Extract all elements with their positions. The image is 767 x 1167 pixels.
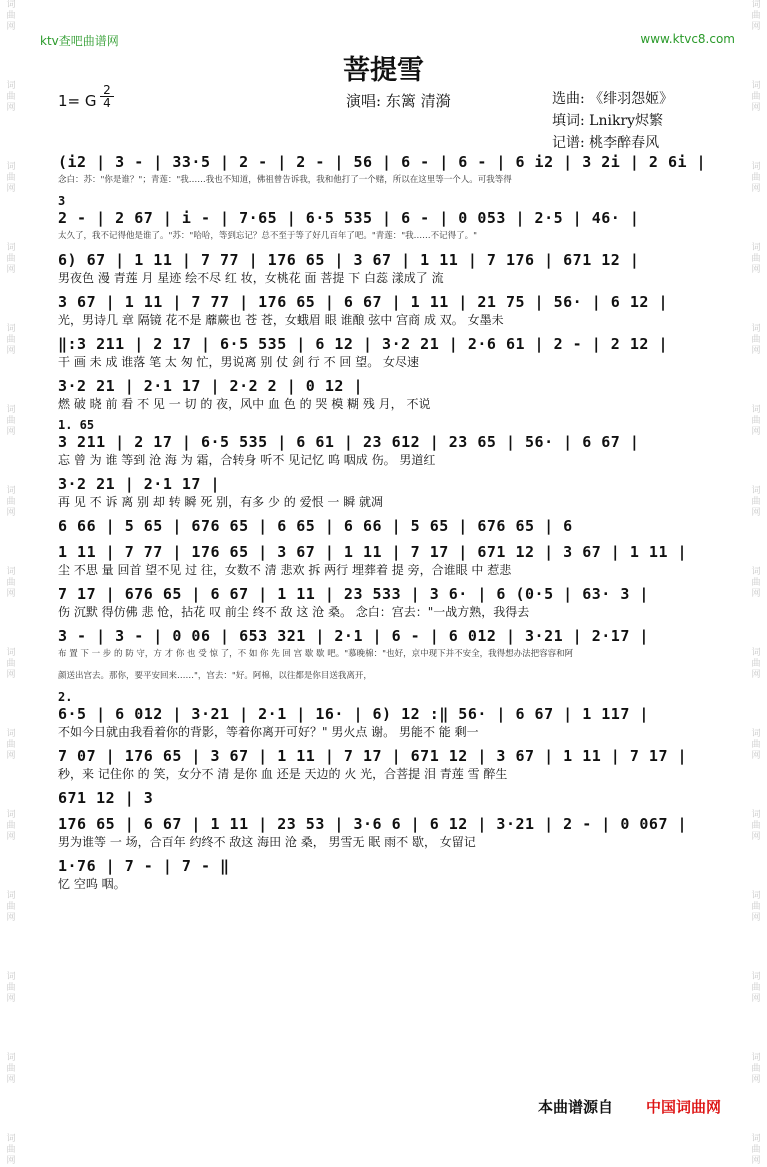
lyric-line: 忆 空呜 咽。: [58, 877, 126, 891]
side-watermark-char: 网: [751, 1075, 761, 1085]
side-watermark-char: 词: [6, 891, 16, 901]
notation-line: 3 67 | 1 11 | 7 77 | 176 65 | 6 67 | 1 11 | 21 75 | 56· | 6 12 |: [58, 293, 668, 311]
side-watermark-char: 词: [6, 162, 16, 172]
score-system: [58, 788, 708, 808]
time-signature: [100, 84, 114, 109]
side-watermark-group: [745, 729, 767, 762]
side-watermark-char: 词: [751, 486, 761, 496]
side-watermark-group: [745, 0, 767, 33]
notation-line: 6 66 | 5 65 | 676 65 | 6 65 | 6 66 | 5 65 | 676 65 | 6: [58, 517, 573, 535]
side-watermark-group: [0, 729, 22, 762]
side-watermark-char: 词: [6, 81, 16, 91]
song-title: 菩提雪: [343, 55, 424, 86]
notation-line: 3·2 21 | 2·1 17 |: [58, 475, 221, 493]
side-watermark-char: 曲: [6, 1145, 16, 1155]
notation-line: 6) 67 | 1 11 | 7 77 | 176 65 | 3 67 | 1 11 | 7 176 | 671 12 |: [58, 251, 640, 269]
side-watermark-char: 词: [751, 81, 761, 91]
score-system: [58, 292, 708, 328]
side-watermark-char: 网: [6, 1156, 16, 1166]
side-watermark-char: 网: [751, 184, 761, 194]
side-watermark-char: 曲: [6, 416, 16, 426]
side-watermark-char: 网: [751, 103, 761, 113]
credits: [552, 88, 673, 154]
notation-line: 3 - | 3 - | 0 06 | 653 321 | 2·1 | 6 - | 6 012 | 3·21 | 2·17 |: [58, 627, 649, 645]
side-watermark-group: [745, 810, 767, 843]
lyric-line: 干 画 未 成 谁落 笔 太 匆 忙，男说离 别 仗 剑 行 不 回 望。 女尽速: [58, 355, 420, 369]
side-watermark-char: 曲: [751, 254, 761, 264]
lyric-line: 太久了，我不记得他是谁了。"苏："哈哈，等到忘记？总不至于等了好几百年了吧。"青莲："我……不记得了。": [58, 231, 478, 241]
side-watermark-char: 网: [6, 670, 16, 680]
notation-line: (i2 | 3 - | 33·5 | 2 - | 2 - | 56 | 6 - | 6 - | 6 i2 | 3 2i | 2 6i |: [58, 153, 707, 171]
meter-top: 2: [103, 83, 111, 97]
lyric-line: 秒，来 记住你 的 笑，女分不 清 是你 血 还是 天边的 火 光，合菩提 泪 青莲 雪 醉生: [58, 767, 508, 781]
side-watermark-char: 词: [751, 1134, 761, 1144]
side-watermark-char: 曲: [751, 416, 761, 426]
side-watermark-char: 网: [6, 751, 16, 761]
side-watermark-left: [0, 0, 22, 1166]
score-body: [58, 152, 708, 898]
side-watermark-char: 曲: [6, 11, 16, 21]
key-signature: 1= G: [58, 92, 97, 110]
notation-line: 671 12 | 3: [58, 789, 154, 807]
side-watermark-char: 网: [751, 913, 761, 923]
side-watermark-group: [0, 162, 22, 195]
score-system: [58, 856, 708, 892]
side-watermark-char: 曲: [751, 821, 761, 831]
side-watermark-char: 曲: [6, 821, 16, 831]
side-watermark-group: [0, 648, 22, 681]
side-watermark-group: [0, 486, 22, 519]
credit-lyricist: 填词: Lnikry烬繁: [552, 113, 664, 129]
side-watermark-char: 曲: [6, 983, 16, 993]
side-watermark-char: 词: [6, 243, 16, 253]
side-watermark-char: 曲: [751, 578, 761, 588]
lyric-line: 尘 不思 量 回首 望不见 过 往，女数不 清 悲欢 拆 两行 埋葬着 提 旁，合谁眼 中 惹悲: [58, 563, 512, 577]
volta-marking: 3: [58, 194, 66, 208]
side-watermark-char: 词: [751, 324, 761, 334]
side-watermark-char: 网: [751, 22, 761, 32]
side-watermark-char: 曲: [751, 1145, 761, 1155]
lyric-line: 男为谁等 一 场，合百年 约终不 敌这 海田 沧 桑， 男雪无 眠 雨不 歇， 女留记: [58, 835, 476, 849]
side-watermark-char: 词: [751, 891, 761, 901]
side-watermark-char: 曲: [6, 254, 16, 264]
side-watermark-char: 曲: [751, 92, 761, 102]
side-watermark-group: [745, 891, 767, 924]
side-watermark-group: [0, 324, 22, 357]
side-watermark-group: [745, 1134, 767, 1167]
side-watermark-char: 词: [6, 486, 16, 496]
side-watermark-char: 网: [751, 994, 761, 1004]
side-watermark-group: [745, 324, 767, 357]
score-system: [58, 418, 708, 468]
side-watermark-char: 曲: [751, 1064, 761, 1074]
side-watermark-char: 词: [751, 405, 761, 415]
side-watermark-group: [745, 405, 767, 438]
volta-marking: 2.: [58, 690, 73, 704]
score-system: [58, 334, 708, 370]
side-watermark-char: 曲: [6, 173, 16, 183]
side-watermark-char: 网: [6, 103, 16, 113]
side-watermark-group: [745, 243, 767, 276]
side-watermark-char: 网: [751, 832, 761, 842]
side-watermark-char: 词: [751, 0, 761, 10]
side-watermark-group: [0, 243, 22, 276]
side-watermark-char: 词: [751, 162, 761, 172]
notation-line: 2 - | 2 67 | i - | 7·65 | 6·5 535 | 6 - | 0 053 | 2·5 | 46· |: [58, 209, 640, 227]
side-watermark-char: 词: [6, 324, 16, 334]
notation-line: 3 211 | 2 17 | 6·5 535 | 6 61 | 23 612 | 23 65 | 56· | 6 67 |: [58, 433, 640, 451]
site-watermark-right: www.ktvc8.com: [640, 32, 735, 46]
side-watermark-char: 曲: [6, 578, 16, 588]
side-watermark-char: 词: [6, 972, 16, 982]
side-watermark-group: [0, 972, 22, 1005]
score-system: [58, 584, 708, 620]
credit-transcriber: 记谱: 桃李醉春风: [552, 135, 660, 151]
notation-line: 3·2 21 | 2·1 17 | 2·2 2 | 0 12 |: [58, 377, 363, 395]
side-watermark-char: 词: [6, 567, 16, 577]
side-watermark-char: 词: [751, 567, 761, 577]
side-watermark-group: [745, 486, 767, 519]
side-watermark-char: 曲: [751, 173, 761, 183]
side-watermark-char: 词: [751, 243, 761, 253]
singers: 演唱: 东篱 清漪: [346, 92, 451, 110]
side-watermark-char: 词: [6, 0, 16, 10]
lyric-line: 念白：苏："你是谁？"；青莲："我……我也不知道，佛祖曾告诉我，我和他打了一个赌，所以在这里等一个人。可我等得: [58, 175, 512, 185]
side-watermark-char: 网: [751, 751, 761, 761]
side-watermark-char: 网: [6, 22, 16, 32]
side-watermark-char: 词: [751, 729, 761, 739]
score-system: [58, 474, 708, 510]
score-system: [58, 376, 708, 412]
lyric-line: 再 见 不 诉 离 别 却 转 瞬 死 别，有多 少 的 爱恨 一 瞬 就凋: [58, 495, 384, 509]
side-watermark-char: 网: [751, 265, 761, 275]
side-watermark-char: 曲: [751, 983, 761, 993]
score-system: [58, 690, 708, 740]
meter-bottom: 4: [100, 96, 114, 109]
side-watermark-group: [0, 0, 22, 33]
side-watermark-char: 网: [6, 994, 16, 1004]
side-watermark-group: [745, 1053, 767, 1086]
side-watermark-char: 词: [6, 1134, 16, 1144]
side-watermark-char: 网: [751, 670, 761, 680]
side-watermark-char: 曲: [6, 335, 16, 345]
side-watermark-char: 词: [6, 1053, 16, 1063]
notation-line: 176 65 | 6 67 | 1 11 | 23 53 | 3·6 6 | 6 12 | 3·21 | 2 - | 0 067 |: [58, 815, 688, 833]
side-watermark-char: 网: [6, 832, 16, 842]
side-watermark-char: 网: [751, 346, 761, 356]
side-watermark-char: 曲: [751, 11, 761, 21]
score-system: [58, 542, 708, 578]
score-system: [58, 250, 708, 286]
side-watermark-char: 词: [751, 810, 761, 820]
side-watermark-char: 词: [6, 729, 16, 739]
score-system: [58, 626, 708, 662]
lyric-line: 颜送出宫去。那你，要平安回来……"，宫去："好。阿棉，以往都是你目送我离开，: [58, 671, 372, 681]
lyric-line: 忘 曾 为 谁 等到 沧 海 为 霜，合转身 听不 见记忆 呜 咽成 伤。 男道红: [58, 453, 436, 467]
side-watermark-char: 词: [751, 1053, 761, 1063]
footer-source: 本曲谱源自: [538, 1098, 614, 1116]
score-system: [58, 152, 708, 188]
side-watermark-char: 网: [6, 427, 16, 437]
side-watermark-group: [745, 567, 767, 600]
side-watermark-group: [0, 567, 22, 600]
side-watermark-char: 网: [751, 589, 761, 599]
side-watermark-right: [745, 0, 767, 1166]
side-watermark-char: 网: [6, 589, 16, 599]
side-watermark-group: [745, 648, 767, 681]
notation-line: ‖:3 211 | 2 17 | 6·5 535 | 6 12 | 3·2 21 | 2·6 61 | 2 - | 2 12 |: [58, 335, 668, 353]
side-watermark-char: 曲: [751, 497, 761, 507]
side-watermark-char: 曲: [6, 92, 16, 102]
lyric-line: 光，男诗几 章 隔镜 花不是 蘼蕨也 苍 苍，女蛾眉 眼 谁酿 弦中 宫商 成 双。 女墨未: [58, 313, 504, 327]
side-watermark-char: 网: [751, 1156, 761, 1166]
side-watermark-group: [0, 1134, 22, 1167]
side-watermark-char: 网: [6, 1075, 16, 1085]
score-system: [58, 814, 708, 850]
side-watermark-char: 曲: [6, 1064, 16, 1074]
notation-line: 7 17 | 676 65 | 6 67 | 1 11 | 23 533 | 3 6· | 6 (0·5 | 63· 3 |: [58, 585, 649, 603]
notation-line: 1·76 | 7 - | 7 - ‖: [58, 857, 230, 875]
side-watermark-char: 曲: [6, 902, 16, 912]
lyric-line: 男夜色 漫 青莲 月 星迹 绘不尽 红 妆，女桃花 面 菩提 下 白蕊 漾成了 流: [58, 271, 444, 285]
volta-marking: 1. 65: [58, 418, 95, 432]
score-system: [58, 668, 708, 684]
score-system: [58, 194, 708, 244]
lyric-line: 燃 破 晓 前 看 不 见 一 切 的 夜，风中 血 色 的 哭 模 糊 残 月， 不说: [58, 397, 431, 411]
notation-line: 1 11 | 7 77 | 176 65 | 3 67 | 1 11 | 7 17 | 671 12 | 3 67 | 1 11 |: [58, 543, 688, 561]
side-watermark-group: [0, 1053, 22, 1086]
side-watermark-char: 曲: [6, 659, 16, 669]
side-watermark-char: 词: [6, 405, 16, 415]
score-system: [58, 516, 708, 536]
side-watermark-group: [745, 972, 767, 1005]
side-watermark-char: 曲: [751, 659, 761, 669]
side-watermark-char: 词: [751, 972, 761, 982]
side-watermark-char: 曲: [6, 740, 16, 750]
side-watermark-char: 网: [6, 508, 16, 518]
side-watermark-char: 曲: [751, 335, 761, 345]
score-system: [58, 746, 708, 782]
side-watermark-char: 曲: [751, 740, 761, 750]
side-watermark-group: [0, 405, 22, 438]
side-watermark-char: 网: [6, 346, 16, 356]
side-watermark-char: 网: [6, 913, 16, 923]
side-watermark-char: 网: [6, 184, 16, 194]
notation-line: 7 07 | 176 65 | 3 67 | 1 11 | 7 17 | 671 12 | 3 67 | 1 11 | 7 17 |: [58, 747, 688, 765]
side-watermark-char: 词: [751, 648, 761, 658]
side-watermark-group: [745, 162, 767, 195]
side-watermark-char: 网: [751, 427, 761, 437]
lyric-line: 伤 沉默 得仿佛 悲 怆，拈花 叹 前尘 终不 敌 这 沧 桑。 念白：宫去："一战方熟，我得去: [58, 605, 530, 619]
side-watermark-group: [0, 891, 22, 924]
site-watermark-left: ktv查吧曲谱网: [40, 34, 119, 48]
side-watermark-char: 曲: [6, 497, 16, 507]
footer-brand: 中国词曲网: [646, 1098, 722, 1116]
side-watermark-char: 曲: [751, 902, 761, 912]
lyric-line: 不如今日就由我看着你的背影，等着你离开可好？" 男火点 谢。 男能不 能 剩一: [58, 725, 479, 739]
side-watermark-group: [0, 810, 22, 843]
side-watermark-char: 词: [6, 810, 16, 820]
lyric-line: 布 置 下 一 步 的 防 守，方 才 你 也 受 惊 了，不 如 你 先 回 宫 歇 歇 吧。"慕晚棉："也好，京中现下并不安全，我得想办法把容容和阿: [58, 649, 574, 659]
credit-source: 选曲: 《绯羽怨姬》: [552, 91, 674, 107]
notation-line: 6·5 | 6 012 | 3·21 | 2·1 | 16· | 6) 12 :‖ 56· | 6 67 | 1 117 |: [58, 705, 649, 723]
side-watermark-char: 网: [751, 508, 761, 518]
side-watermark-char: 网: [6, 265, 16, 275]
side-watermark-char: 词: [6, 648, 16, 658]
